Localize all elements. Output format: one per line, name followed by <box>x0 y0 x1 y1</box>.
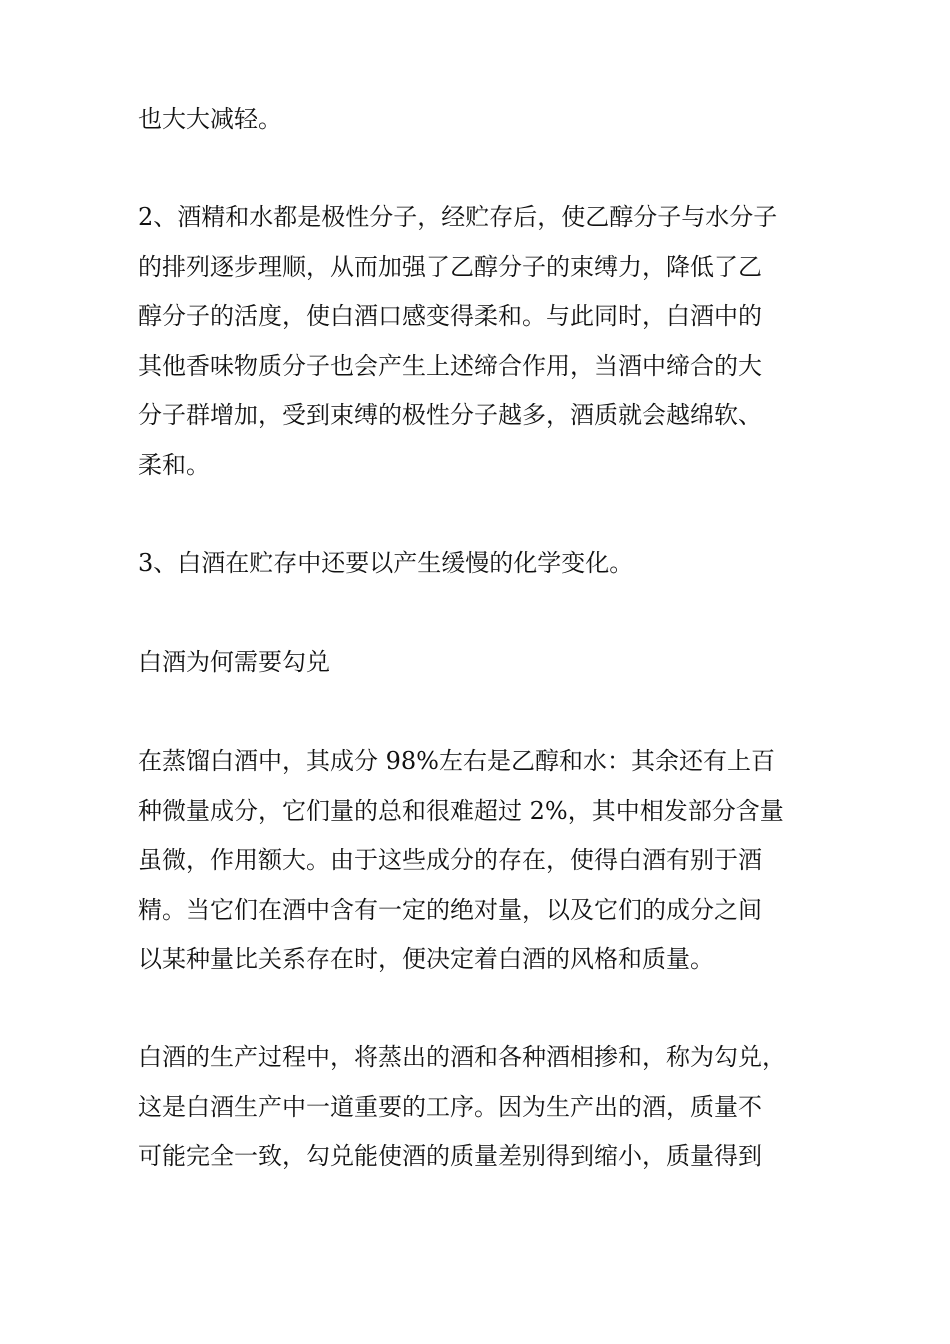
text-line: 精。当它们在酒中含有一定的绝对量，以及它们的成分之间 <box>138 895 762 924</box>
text-line: 虽微，作用额大。由于这些成分的存在，使得白酒有别于酒 <box>138 846 762 875</box>
text-line: 其他香味物质分子也会产生上述缔合作用，当酒中缔合的大 <box>138 351 762 380</box>
text-line: 可能完全一致，勾兑能使酒的质量差别得到缩小，质量得到 <box>138 1142 762 1171</box>
paragraph-point-3 <box>138 539 818 589</box>
text-line: 的排列逐步理顺，从而加强了乙醇分子的束缚力，降低了乙 <box>138 252 762 281</box>
paragraph-composition <box>138 737 818 985</box>
text-line: 在蒸馏白酒中，其成分 98%左右是乙醇和水：其余还有上百 <box>138 747 775 775</box>
text-line: 醇分子的活度，使白酒口感变得柔和。与此同时，白酒中的 <box>138 302 762 331</box>
text-line: 白酒的生产过程中，将蒸出的酒和各种酒相掺和，称为勾兑， <box>138 1043 786 1071</box>
paragraph-blending <box>138 1033 818 1182</box>
text-line: 也大大减轻。 <box>138 105 282 133</box>
text-line: 分子群增加，受到束缚的极性分子越多，酒质就会越绵软、 <box>138 401 762 430</box>
section-heading <box>138 638 818 688</box>
text-line: 以某种量比关系存在时，便决定着白酒的风格和质量。 <box>138 945 714 974</box>
text-line: 2、酒精和水都是极性分子，经贮存后，使乙醇分子与水分子 <box>138 203 778 231</box>
paragraph-point-2 <box>138 193 818 491</box>
text-line: 3、白酒在贮存中还要以产生缓慢的化学变化。 <box>138 549 634 577</box>
text-line: 柔和。 <box>138 450 210 479</box>
heading-line: 白酒为何需要勾兑 <box>138 648 330 676</box>
text-line: 种微量成分，它们量的总和很难超过 2%，其中相发部分含量 <box>138 796 784 825</box>
paragraph-intro-end <box>138 95 818 145</box>
text-line: 这是白酒生产中一道重要的工序。因为生产出的酒，质量不 <box>138 1092 762 1121</box>
